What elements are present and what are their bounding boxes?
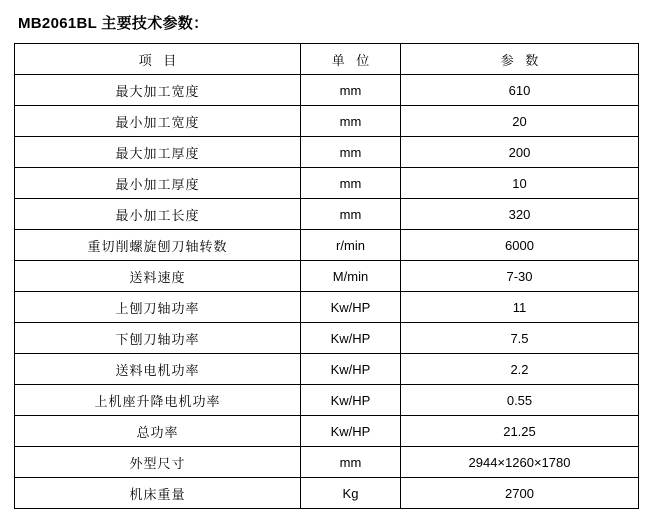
row-value: 7-30 bbox=[401, 261, 639, 292]
table-row bbox=[15, 137, 639, 168]
row-unit: Kw/HP bbox=[301, 416, 401, 447]
row-item: 总功率 bbox=[15, 416, 301, 447]
row-unit: M/min bbox=[301, 261, 401, 292]
row-value: 7.5 bbox=[401, 323, 639, 354]
row-unit: mm bbox=[301, 199, 401, 230]
table-row bbox=[15, 385, 639, 416]
row-value: 6000 bbox=[401, 230, 639, 261]
row-unit: Kw/HP bbox=[301, 354, 401, 385]
table-row bbox=[15, 292, 639, 323]
row-unit: Kw/HP bbox=[301, 292, 401, 323]
row-unit: Kw/HP bbox=[301, 385, 401, 416]
table-row bbox=[15, 416, 639, 447]
row-item: 重切削螺旋刨刀轴转数 bbox=[15, 230, 301, 261]
row-item: 机床重量 bbox=[15, 478, 301, 509]
row-item: 下刨刀轴功率 bbox=[15, 323, 301, 354]
row-unit: mm bbox=[301, 168, 401, 199]
row-value: 10 bbox=[401, 168, 639, 199]
row-value: 20 bbox=[401, 106, 639, 137]
row-value: 2700 bbox=[401, 478, 639, 509]
table-row bbox=[15, 261, 639, 292]
table-header-row bbox=[15, 44, 639, 75]
row-value: 11 bbox=[401, 292, 639, 323]
table-row bbox=[15, 230, 639, 261]
row-item: 最小加工宽度 bbox=[15, 106, 301, 137]
table-row bbox=[15, 168, 639, 199]
table-row bbox=[15, 199, 639, 230]
row-item: 最小加工长度 bbox=[15, 199, 301, 230]
row-unit: r/min bbox=[301, 230, 401, 261]
row-unit: Kg bbox=[301, 478, 401, 509]
row-value: 320 bbox=[401, 199, 639, 230]
table-row bbox=[15, 447, 639, 478]
table-row bbox=[15, 354, 639, 385]
row-item: 上刨刀轴功率 bbox=[15, 292, 301, 323]
row-value: 21.25 bbox=[401, 416, 639, 447]
row-unit: mm bbox=[301, 137, 401, 168]
column-header-value: 参 数 bbox=[401, 44, 639, 75]
row-unit: mm bbox=[301, 106, 401, 137]
row-item: 外型尺寸 bbox=[15, 447, 301, 478]
row-unit: Kw/HP bbox=[301, 323, 401, 354]
row-item: 最大加工厚度 bbox=[15, 137, 301, 168]
row-value: 2944×1260×1780 bbox=[401, 447, 639, 478]
specifications-table bbox=[14, 43, 639, 509]
table-row bbox=[15, 75, 639, 106]
table-row bbox=[15, 478, 639, 509]
row-item: 最小加工厚度 bbox=[15, 168, 301, 199]
table-row bbox=[15, 323, 639, 354]
row-value: 0.55 bbox=[401, 385, 639, 416]
row-unit: mm bbox=[301, 447, 401, 478]
row-value: 610 bbox=[401, 75, 639, 106]
row-item: 上机座升降电机功率 bbox=[15, 385, 301, 416]
column-header-unit: 单 位 bbox=[301, 44, 401, 75]
column-header-item: 项 目 bbox=[15, 44, 301, 75]
row-value: 2.2 bbox=[401, 354, 639, 385]
page-title: MB2061BL 主要技术参数： bbox=[18, 15, 209, 32]
row-value: 200 bbox=[401, 137, 639, 168]
table-row bbox=[15, 106, 639, 137]
row-item: 最大加工宽度 bbox=[15, 75, 301, 106]
row-unit: mm bbox=[301, 75, 401, 106]
row-item: 送料电机功率 bbox=[15, 354, 301, 385]
table-body bbox=[15, 44, 639, 509]
row-item: 送料速度 bbox=[15, 261, 301, 292]
